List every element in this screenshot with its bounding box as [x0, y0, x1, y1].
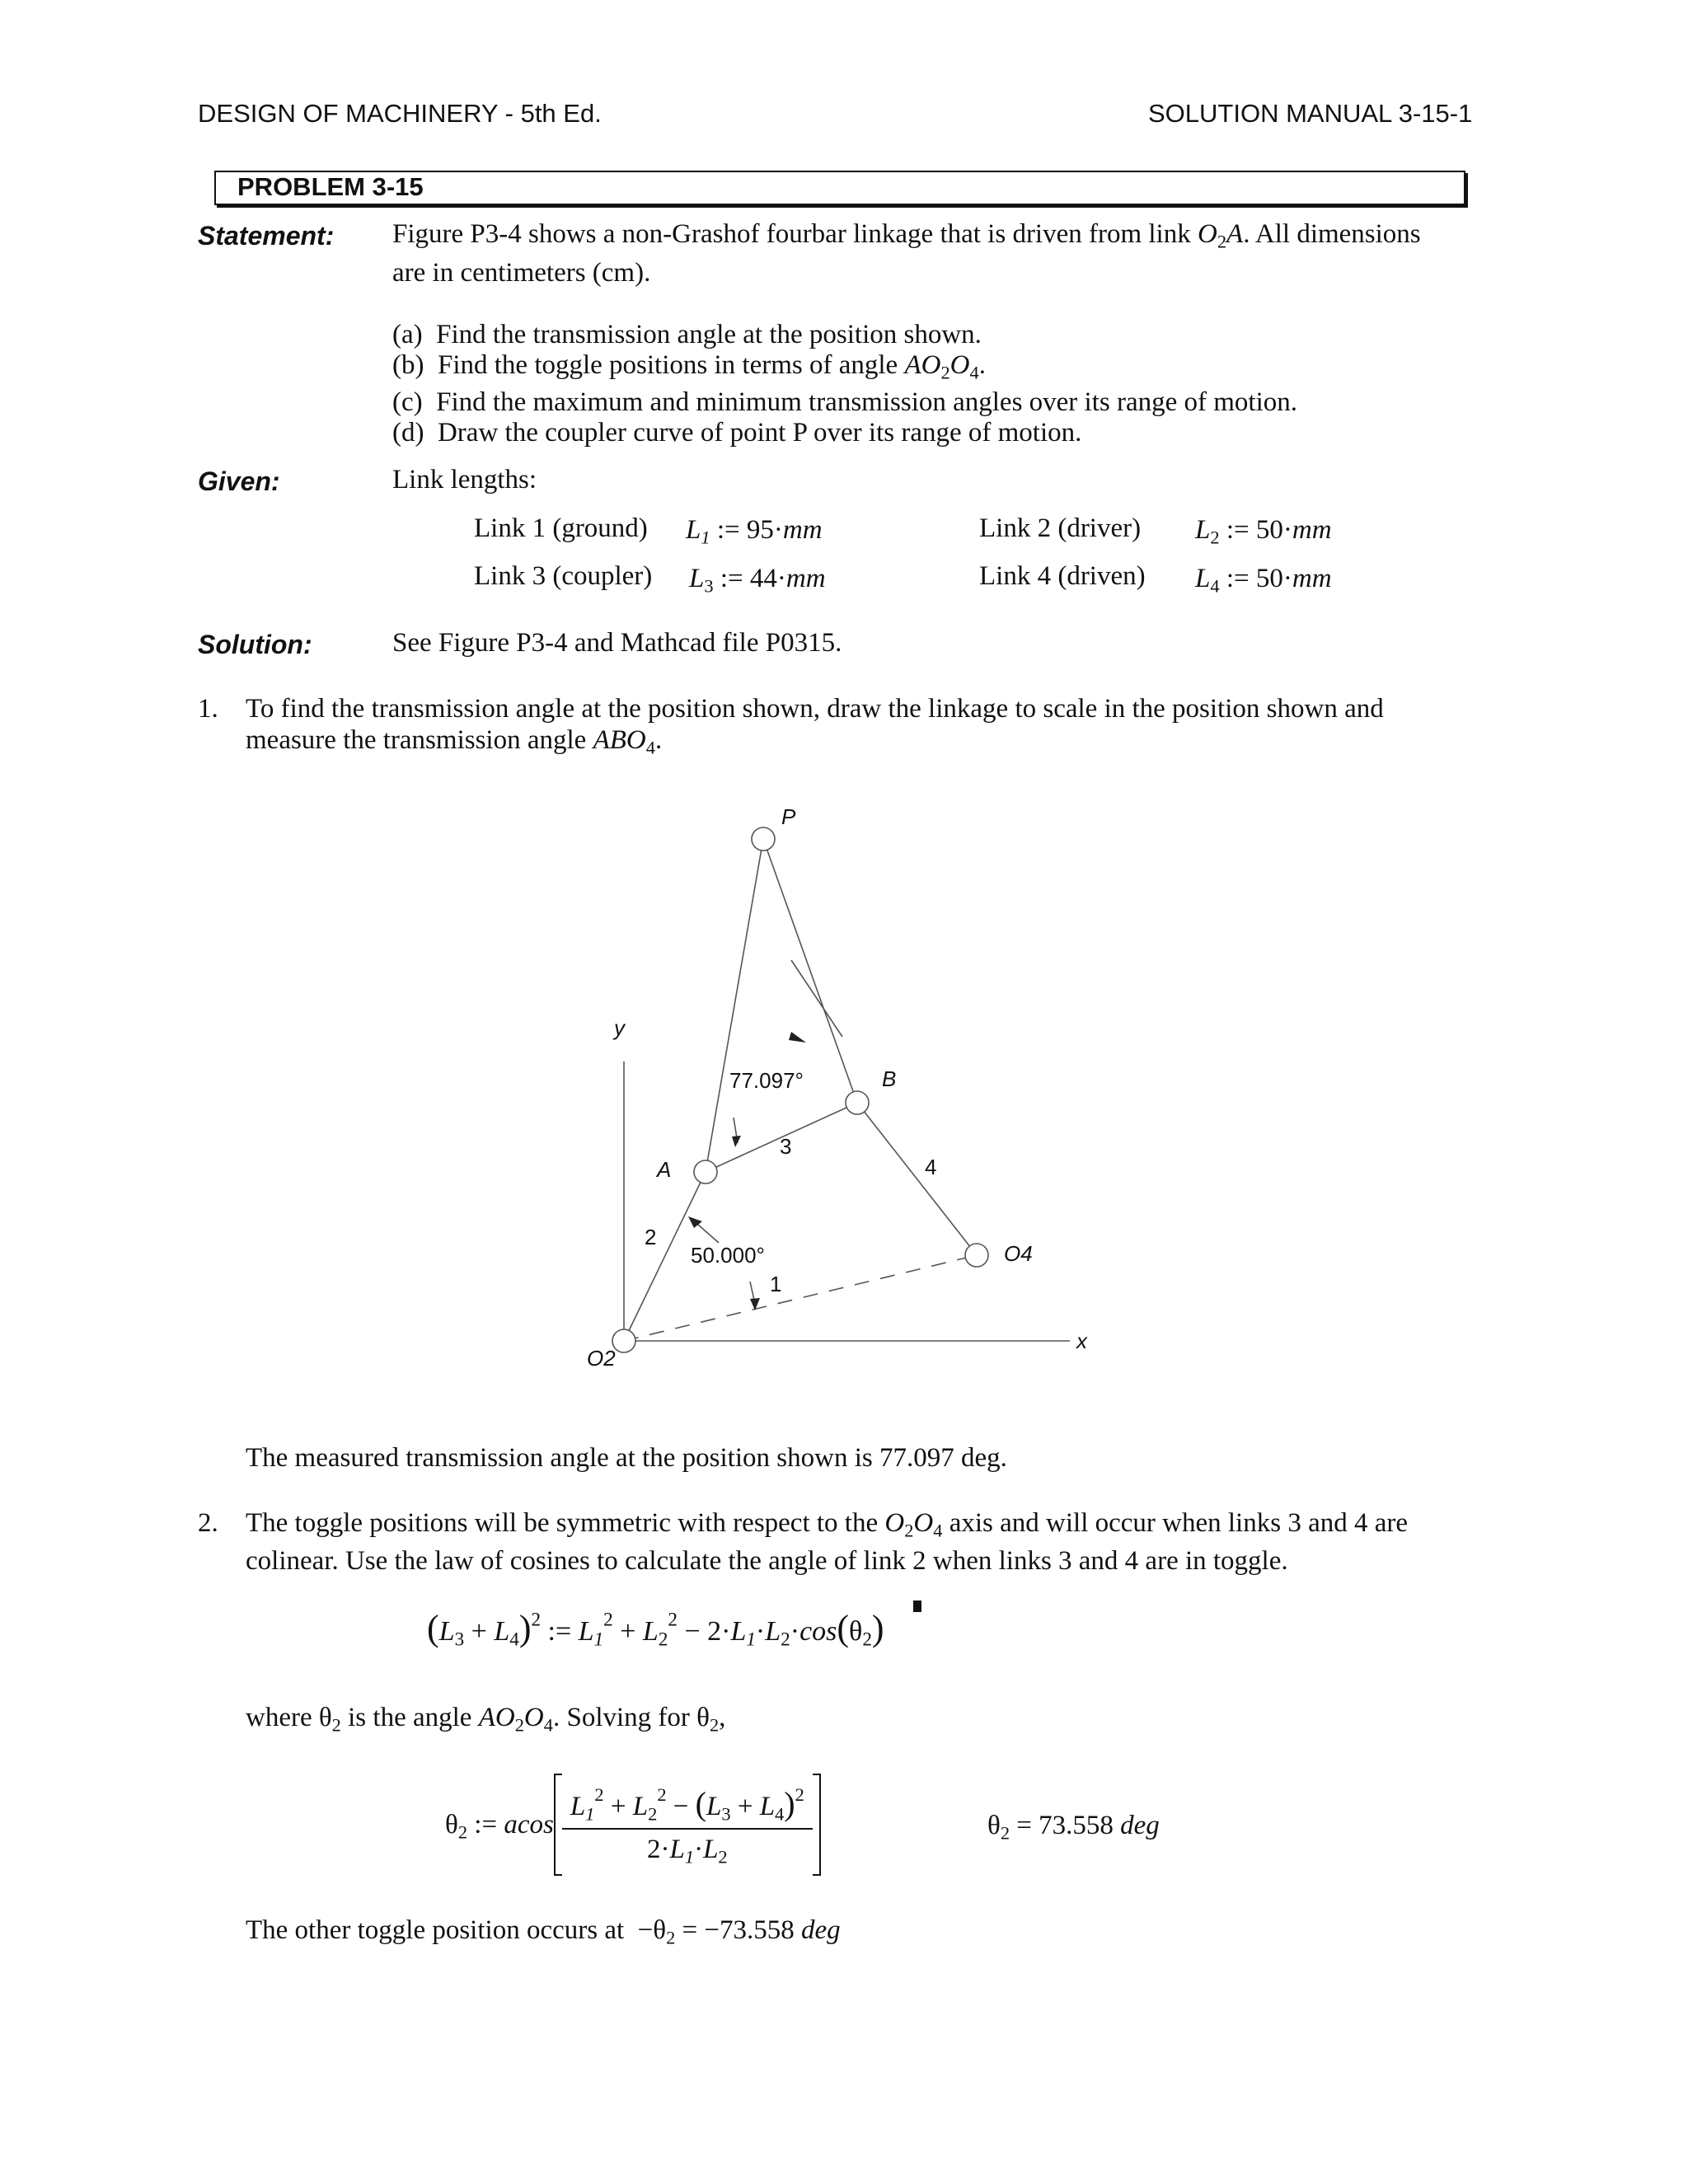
given-label: Given: — [198, 466, 280, 496]
statement-line-1: Figure P3-4 shows a non-Grashof fourbar linkage that is driven from link $O_2A$. All dimensions — [392, 219, 1421, 252]
step1-result: The measured transmission angle at the position shown is 77.097 deg. — [246, 1443, 1007, 1473]
theta2-result: $\theta_2 = 73.558$ deg — [987, 1811, 1160, 1844]
step2-line-2: colinear. Use the law of cosines to calculate the angle of link 2 when links 3 and 4 are in toggle. — [246, 1546, 1288, 1576]
statement-item-a: (a) Find the transmission angle at the position shown. — [392, 320, 982, 349]
solution-label: Solution: — [198, 630, 312, 659]
label-angle-77: 77.097° — [729, 1068, 804, 1093]
theta2-equation: $\theta_2$ := acos $\frac{L_1^2 + L_2^2 - (L_3 + L_4)^2}{2\cdot L_1\cdot L_2}$ — [445, 1774, 821, 1876]
link-1-ground — [624, 1255, 977, 1341]
header-page-ref: SOLUTION MANUAL 3-15-1 — [1148, 99, 1473, 128]
given-intro: Link lengths: — [392, 465, 537, 494]
link3-name: Link 3 (coupler) — [474, 561, 653, 591]
step1-number: 1. — [198, 694, 218, 724]
eval-marker — [913, 1601, 921, 1612]
label-p: P — [781, 804, 796, 829]
link4-name: Link 4 (driven) — [979, 561, 1146, 591]
label-link-3: 3 — [780, 1134, 792, 1159]
header-title: DESIGN OF MACHINERY - 5th Ed. — [198, 99, 602, 128]
label-link-1: 1 — [770, 1272, 782, 1296]
label-y-axis: y — [614, 1015, 625, 1040]
joint-o4 — [965, 1244, 988, 1267]
coupler-edge-pb — [763, 839, 857, 1103]
joint-a — [694, 1160, 717, 1183]
step2-number: 2. — [198, 1508, 218, 1538]
solution-text: See Figure P3-4 and Mathcad file P0315. — [392, 628, 842, 658]
statement-item-d: (d) Draw the coupler curve of point P over its range of motion. — [392, 418, 1082, 448]
statement-label: Statement: — [198, 221, 335, 251]
label-o4: O4 — [1004, 1241, 1033, 1266]
step1-line-1: To find the transmission angle at the position shown, draw the linkage to scale in the position shown and — [246, 694, 1384, 724]
joint-b — [846, 1091, 869, 1114]
statement-item-b: (b) Find the toggle positions in terms of angle $AO_2O_4$. — [392, 350, 986, 383]
step2-line-1: The toggle positions will be symmetric with respect to the $O_2O_4$ axis and will occur when links 3 and 4 are — [246, 1508, 1408, 1541]
label-a: A — [657, 1157, 672, 1182]
arrowhead-77-bottom — [732, 1136, 741, 1147]
law-of-cosines-equation: $(L_3 + L_4)^2$ := $L_1^2 + L_2^2 - 2\cdot L_1\cdot L_2\cdot\cos(\theta_2)$ — [427, 1608, 884, 1651]
link1-name: Link 1 (ground) — [474, 513, 648, 543]
statement-line-2: are in centimeters (cm). — [392, 258, 651, 288]
link3-def: $L_3$ := 44·mm — [689, 564, 826, 597]
label-x-axis: x — [1076, 1329, 1087, 1353]
dimension-line-77 — [791, 960, 842, 1037]
link4-def: $L_4$ := 50·mm — [1195, 564, 1332, 597]
problem-title: PROBLEM 3-15 — [237, 172, 424, 201]
other-toggle-position: The other toggle position occurs at $-\theta_2 = -73.558$ deg — [246, 1915, 841, 1948]
link2-def: $L_2$ := 50·mm — [1195, 515, 1332, 548]
label-link-4: 4 — [925, 1155, 937, 1179]
joint-o2 — [612, 1329, 635, 1352]
label-b: B — [882, 1066, 897, 1091]
joint-p — [752, 827, 775, 851]
step1-line-2: measure the transmission angle $ABO_4$. — [246, 725, 663, 758]
statement-item-c: (c) Find the maximum and minimum transmission angles over its range of motion. — [392, 387, 1298, 417]
link2-name: Link 2 (driver) — [979, 513, 1142, 543]
label-o2: O2 — [587, 1346, 616, 1371]
link-4-driven — [857, 1103, 977, 1255]
label-link-2: 2 — [645, 1225, 657, 1249]
label-angle-50: 50.000° — [691, 1243, 765, 1268]
arrowhead-77-top — [789, 1032, 806, 1043]
step2-where: where $\theta_2$ is the angle $AO_2O_4$. Solving for $\theta_2$, — [246, 1703, 726, 1736]
link1-def: $L_1$ := 95·mm — [686, 515, 823, 548]
